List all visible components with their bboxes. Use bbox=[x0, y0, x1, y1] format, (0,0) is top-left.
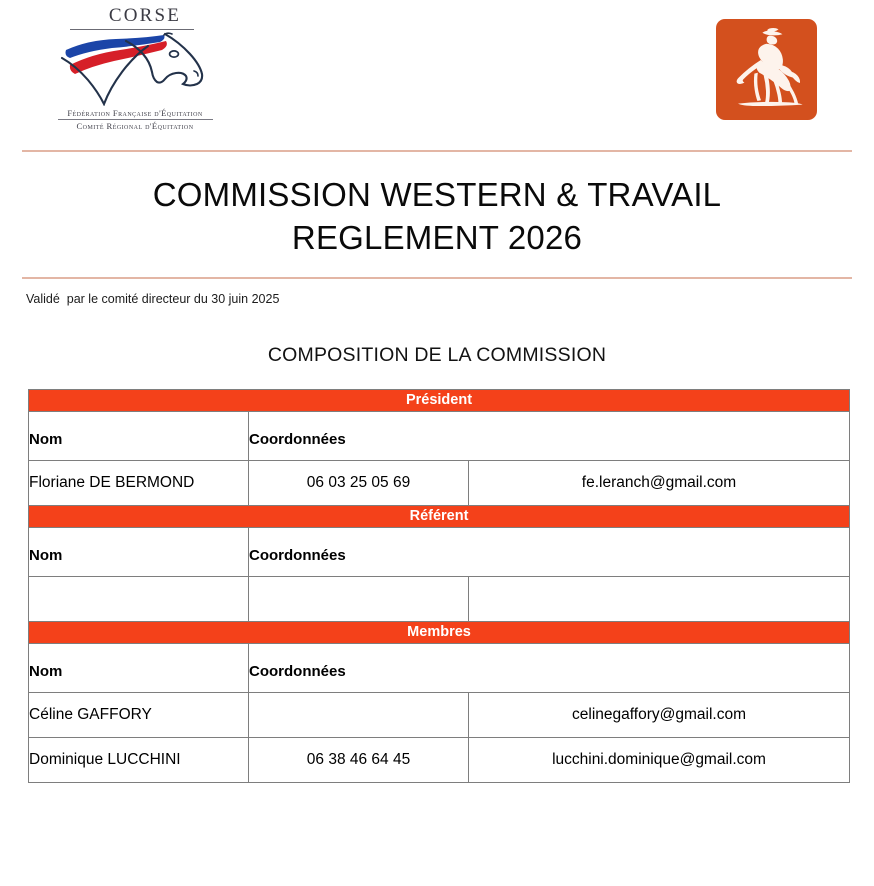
corse-wordmark-rule bbox=[70, 29, 194, 30]
table-row bbox=[29, 577, 850, 622]
cell-phone: 06 38 46 64 45 bbox=[249, 738, 469, 783]
western-rider-icon bbox=[716, 19, 817, 120]
section-band-row bbox=[29, 622, 850, 644]
federation-line: Fédération Française d'Équitation bbox=[67, 108, 203, 118]
cell-email bbox=[469, 577, 850, 622]
cell-nom: Dominique LUCCHINI bbox=[29, 738, 249, 783]
cell-phone bbox=[249, 577, 469, 622]
section-band-row bbox=[29, 390, 850, 412]
band-cell bbox=[29, 622, 850, 644]
comite-regional-line: Comité Régional d'Équitation bbox=[76, 121, 194, 131]
western-discipline-logo bbox=[716, 19, 817, 120]
column-header-row bbox=[29, 528, 850, 577]
cell-nom bbox=[29, 577, 249, 622]
cell-nom: Céline GAFFORY bbox=[29, 693, 249, 738]
horse-head-tricolor-icon bbox=[48, 32, 218, 106]
cell-email: lucchini.dominique@gmail.com bbox=[469, 738, 850, 783]
table-row bbox=[29, 693, 850, 738]
document-header bbox=[0, 0, 874, 150]
section-band-label: Référent bbox=[29, 506, 849, 527]
corse-sublogo-text bbox=[48, 107, 218, 132]
cell-email: celinegaffory@gmail.com bbox=[469, 693, 850, 738]
table-row bbox=[29, 738, 850, 783]
band-cell bbox=[29, 506, 850, 528]
column-header-nom: Nom bbox=[29, 528, 249, 577]
column-header-coordonnees: Coordonnées bbox=[249, 528, 850, 577]
column-header-nom: Nom bbox=[29, 412, 249, 461]
cell-email: fe.leranch@gmail.com bbox=[469, 461, 850, 506]
cell-phone: 06 03 25 05 69 bbox=[249, 461, 469, 506]
commission-table bbox=[28, 389, 850, 783]
page-title-line-2: REGLEMENT 2026 bbox=[291, 219, 583, 256]
table-row bbox=[29, 461, 850, 506]
section-heading-composition: COMPOSITION DE LA COMMISSION bbox=[267, 344, 607, 366]
column-header-row bbox=[29, 412, 850, 461]
commission-table-wrapper bbox=[28, 389, 849, 783]
cell-phone bbox=[249, 693, 469, 738]
column-header-row bbox=[29, 644, 850, 693]
cell-nom: Floriane DE BERMOND bbox=[29, 461, 249, 506]
section-band-label: Président bbox=[29, 390, 849, 411]
corse-federation-logo bbox=[48, 4, 218, 146]
section-band-row bbox=[29, 506, 850, 528]
section-band-label: Membres bbox=[29, 622, 849, 643]
page-title-line-1: COMMISSION WESTERN & TRAVAIL bbox=[152, 176, 722, 213]
band-cell bbox=[29, 390, 850, 412]
page-title bbox=[0, 152, 874, 277]
validation-note: Validé par le comité directeur du 30 juin 2025 bbox=[26, 292, 280, 306]
corse-wordmark: CORSE bbox=[108, 5, 182, 26]
column-header-nom: Nom bbox=[29, 644, 249, 693]
column-header-coordonnees: Coordonnées bbox=[249, 412, 850, 461]
column-header-coordonnees: Coordonnées bbox=[249, 644, 850, 693]
